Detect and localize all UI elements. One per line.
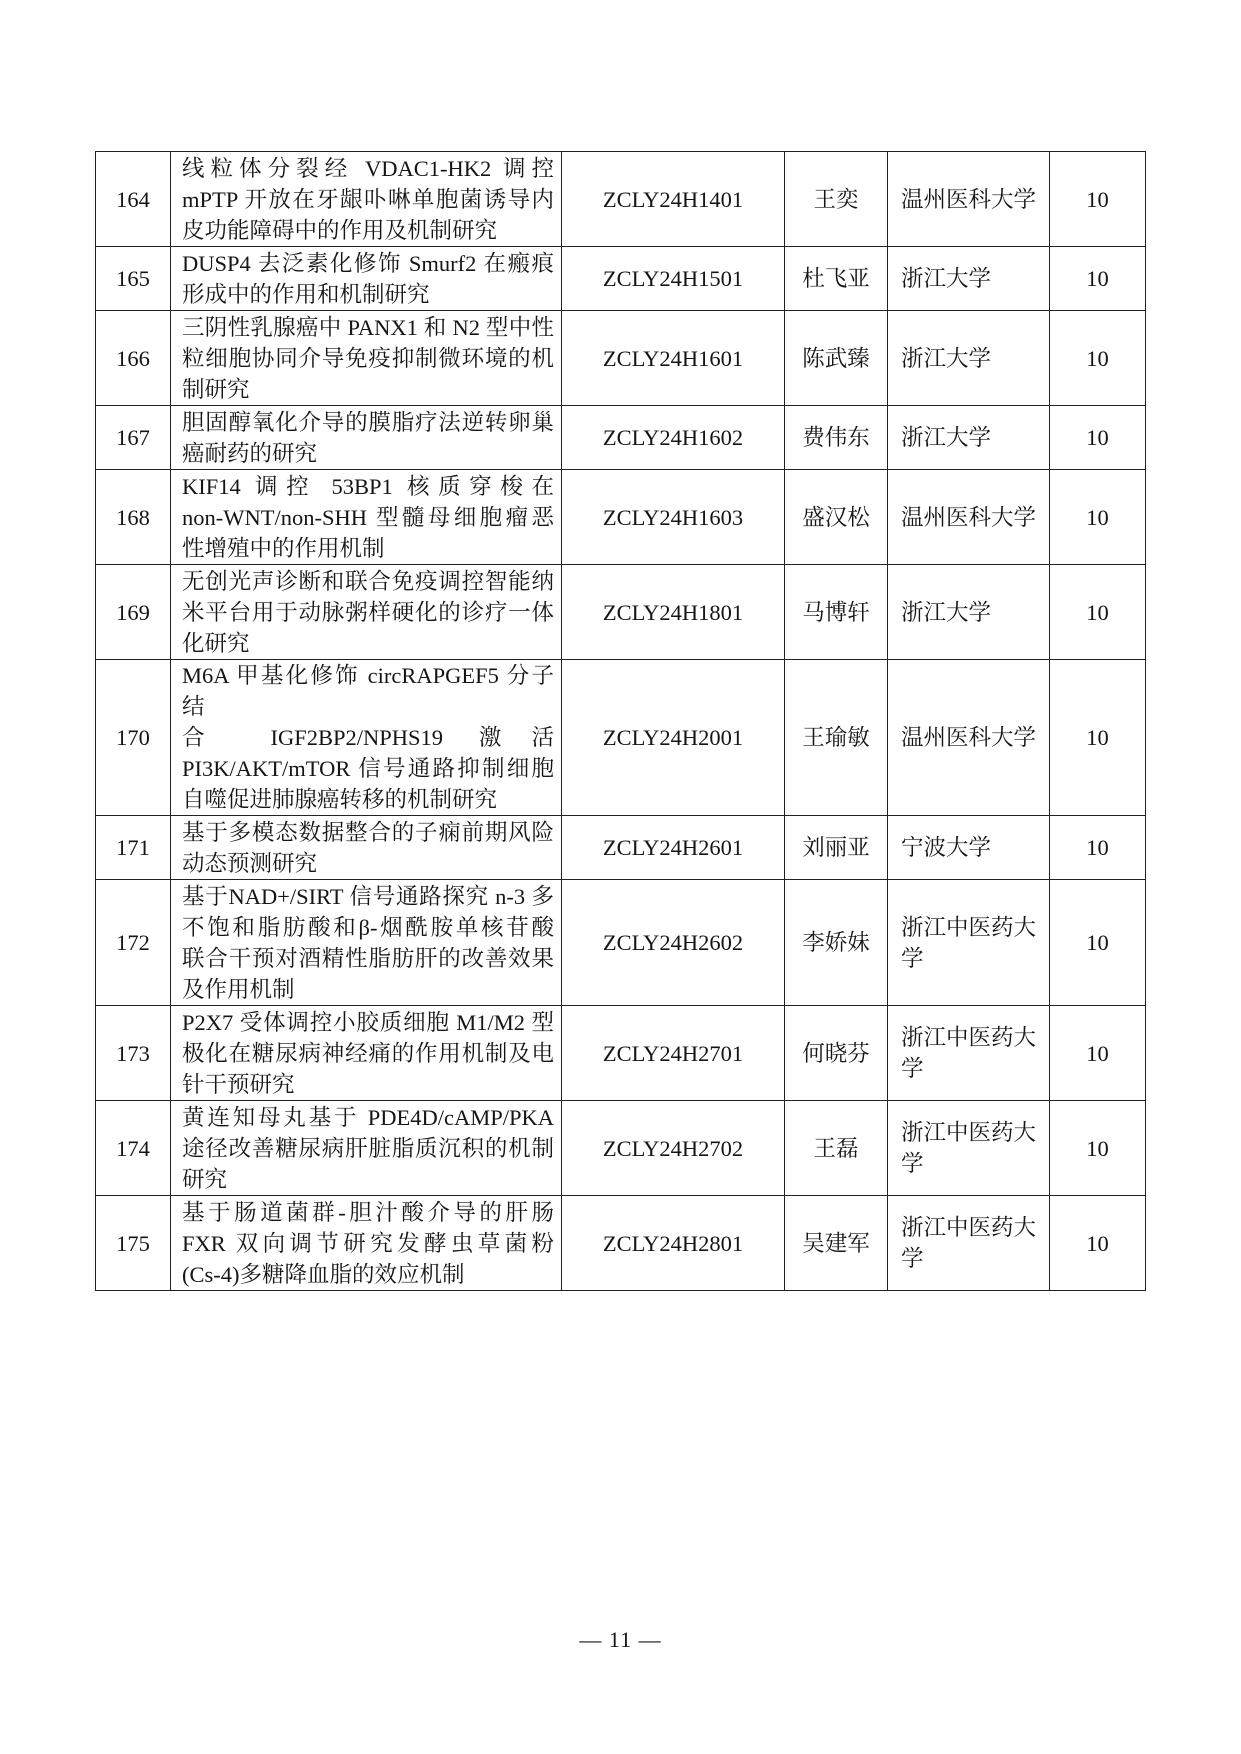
project-code: ZCLY24H1801 <box>562 565 785 660</box>
row-number: 175 <box>96 1196 171 1291</box>
project-title-line: 胆固醇氧化介导的膜脂疗法逆转卵巢 <box>182 409 554 435</box>
project-title <box>171 1196 562 1291</box>
project-code: ZCLY24H1401 <box>562 152 785 247</box>
table-row <box>96 1006 1146 1101</box>
funding-amount: 10 <box>1050 565 1146 660</box>
institution: 温州医科大学 <box>888 470 1050 565</box>
project-title-line: 三阴性乳腺癌中 PANX1 和 N2 型中性 <box>182 314 554 340</box>
row-number: 166 <box>96 311 171 406</box>
project-title-line: 研究 <box>182 1166 228 1192</box>
project-title-line: FXR 双向调节研究发酵虫草菌粉 <box>182 1230 554 1256</box>
table-row <box>96 1196 1146 1291</box>
project-title-line: 性增殖中的作用机制 <box>182 535 385 561</box>
institution: 浙江中医药大学 <box>888 1196 1050 1291</box>
project-title <box>171 311 562 406</box>
institution: 浙江大学 <box>888 247 1050 311</box>
funding-amount: 10 <box>1050 880 1146 1006</box>
project-code: ZCLY24H1501 <box>562 247 785 311</box>
institution: 宁波大学 <box>888 816 1050 880</box>
project-title <box>171 660 562 816</box>
row-number: 168 <box>96 470 171 565</box>
project-title-line: 合 IGF2BP2/NPHS19 激活 <box>182 725 554 750</box>
project-title <box>171 470 562 565</box>
project-code: ZCLY24H1603 <box>562 470 785 565</box>
funding-amount: 10 <box>1050 470 1146 565</box>
project-title-line: 化研究 <box>182 630 250 656</box>
project-title <box>171 1006 562 1101</box>
project-code: ZCLY24H2602 <box>562 880 785 1006</box>
project-title-line: 途径改善糖尿病肝脏脂质沉积的机制 <box>182 1135 554 1161</box>
table-row <box>96 880 1146 1006</box>
project-title-line: DUSP4 去泛素化修饰 Smurf2 在瘢痕 <box>182 250 554 276</box>
table-row <box>96 660 1146 816</box>
funding-amount: 10 <box>1050 1006 1146 1101</box>
project-leader: 杜飞亚 <box>785 247 888 311</box>
institution: 浙江大学 <box>888 311 1050 406</box>
funding-amount: 10 <box>1050 1196 1146 1291</box>
page-number: — 11 — <box>579 1627 662 1652</box>
project-code: ZCLY24H2801 <box>562 1196 785 1291</box>
funding-amount: 10 <box>1050 660 1146 816</box>
project-table-body <box>96 152 1146 1291</box>
project-code: ZCLY24H2001 <box>562 660 785 816</box>
table-row <box>96 247 1146 311</box>
funding-amount: 10 <box>1050 247 1146 311</box>
row-number: 167 <box>96 406 171 470</box>
project-title-line: 联合干预对酒精性脂肪肝的改善效果 <box>182 945 554 971</box>
project-title <box>171 816 562 880</box>
project-code: ZCLY24H2701 <box>562 1006 785 1101</box>
institution: 浙江中医药大学 <box>888 1006 1050 1101</box>
project-title-line: 皮功能障碍中的作用及机制研究 <box>182 217 498 243</box>
table-row <box>96 1101 1146 1196</box>
project-title-line: 形成中的作用和机制研究 <box>182 281 430 307</box>
project-code: ZCLY24H1602 <box>562 406 785 470</box>
project-title-line: 癌耐药的研究 <box>182 440 318 466</box>
project-title-line: 黄连知母丸基于 PDE4D/cAMP/PKA <box>182 1104 554 1130</box>
project-leader: 王磊 <box>785 1101 888 1196</box>
project-title-line: 米平台用于动脉粥样硬化的诊疗一体 <box>182 599 554 625</box>
project-title-line: 粒细胞协同介导免疫抑制微环境的机 <box>182 345 554 371</box>
project-title-line: mPTP 开放在牙龈卟啉单胞菌诱导内 <box>182 186 554 212</box>
project-title <box>171 247 562 311</box>
table-row <box>96 816 1146 880</box>
project-leader: 陈武臻 <box>785 311 888 406</box>
institution: 温州医科大学 <box>888 660 1050 816</box>
institution: 浙江中医药大学 <box>888 880 1050 1006</box>
row-number: 174 <box>96 1101 171 1196</box>
funding-amount: 10 <box>1050 1101 1146 1196</box>
institution: 浙江中医药大学 <box>888 1101 1050 1196</box>
project-code: ZCLY24H2702 <box>562 1101 785 1196</box>
project-title-line: 线粒体分裂经 VDAC1-HK2 调控 <box>182 155 554 181</box>
table-row <box>96 565 1146 660</box>
project-title-line: 动态预测研究 <box>182 850 318 876</box>
row-number: 173 <box>96 1006 171 1101</box>
row-number: 170 <box>96 660 171 816</box>
institution: 浙江大学 <box>888 406 1050 470</box>
table-row <box>96 311 1146 406</box>
project-title-line: 极化在糖尿病神经痛的作用机制及电 <box>182 1040 554 1066</box>
table-row <box>96 470 1146 565</box>
project-title-line: 及作用机制 <box>182 976 295 1002</box>
table-row <box>96 152 1146 247</box>
project-title-line: 无创光声诊断和联合免疫调控智能纳 <box>182 568 554 594</box>
project-leader: 何晓芬 <box>785 1006 888 1101</box>
project-title-line: M6A 甲基化修饰 circRAPGEF5 分子结 <box>182 663 554 719</box>
funding-amount: 10 <box>1050 311 1146 406</box>
project-title <box>171 406 562 470</box>
project-code: ZCLY24H2601 <box>562 816 785 880</box>
row-number: 164 <box>96 152 171 247</box>
project-leader: 李娇妹 <box>785 880 888 1006</box>
project-title <box>171 565 562 660</box>
project-title-line: P2X7 受体调控小胶质细胞 M1/M2 型 <box>182 1009 554 1035</box>
project-leader: 刘丽亚 <box>785 816 888 880</box>
project-title-line: PI3K/AKT/mTOR 信号通路抑制细胞 <box>182 756 554 781</box>
row-number: 165 <box>96 247 171 311</box>
row-number: 169 <box>96 565 171 660</box>
project-title-line: 基于多模态数据整合的子痫前期风险 <box>182 819 554 845</box>
project-title-line: 基于NAD+/SIRT 信号通路探究 n-3 多 <box>182 883 554 909</box>
table-row <box>96 406 1146 470</box>
project-title-line: non-WNT/non-SHH 型髓母细胞瘤恶 <box>182 504 554 530</box>
project-title-line: 针干预研究 <box>182 1071 295 1097</box>
project-title-line: (Cs-4)多糖降血脂的效应机制 <box>182 1261 465 1287</box>
funding-amount: 10 <box>1050 816 1146 880</box>
institution: 浙江大学 <box>888 565 1050 660</box>
project-title <box>171 152 562 247</box>
project-title-line: 基于肠道菌群-胆汁酸介导的肝肠 <box>182 1199 554 1225</box>
project-leader: 盛汉松 <box>785 470 888 565</box>
project-title-line: KIF14 调控 53BP1 核质穿梭在 <box>182 473 554 499</box>
project-title-line: 自噬促进肺腺癌转移的机制研究 <box>182 787 498 812</box>
row-number: 171 <box>96 816 171 880</box>
project-leader: 费伟东 <box>785 406 888 470</box>
funding-amount: 10 <box>1050 406 1146 470</box>
institution: 温州医科大学 <box>888 152 1050 247</box>
project-title <box>171 1101 562 1196</box>
row-number: 172 <box>96 880 171 1006</box>
funding-amount: 10 <box>1050 152 1146 247</box>
project-leader: 吴建军 <box>785 1196 888 1291</box>
project-table <box>95 151 1146 1291</box>
project-leader: 马博轩 <box>785 565 888 660</box>
project-title-line: 制研究 <box>182 376 250 402</box>
project-title <box>171 880 562 1006</box>
project-leader: 王奕 <box>785 152 888 247</box>
project-title-line: 不饱和脂肪酸和β-烟酰胺单核苷酸 <box>182 914 554 940</box>
project-leader: 王瑜敏 <box>785 660 888 816</box>
project-code: ZCLY24H1601 <box>562 311 785 406</box>
